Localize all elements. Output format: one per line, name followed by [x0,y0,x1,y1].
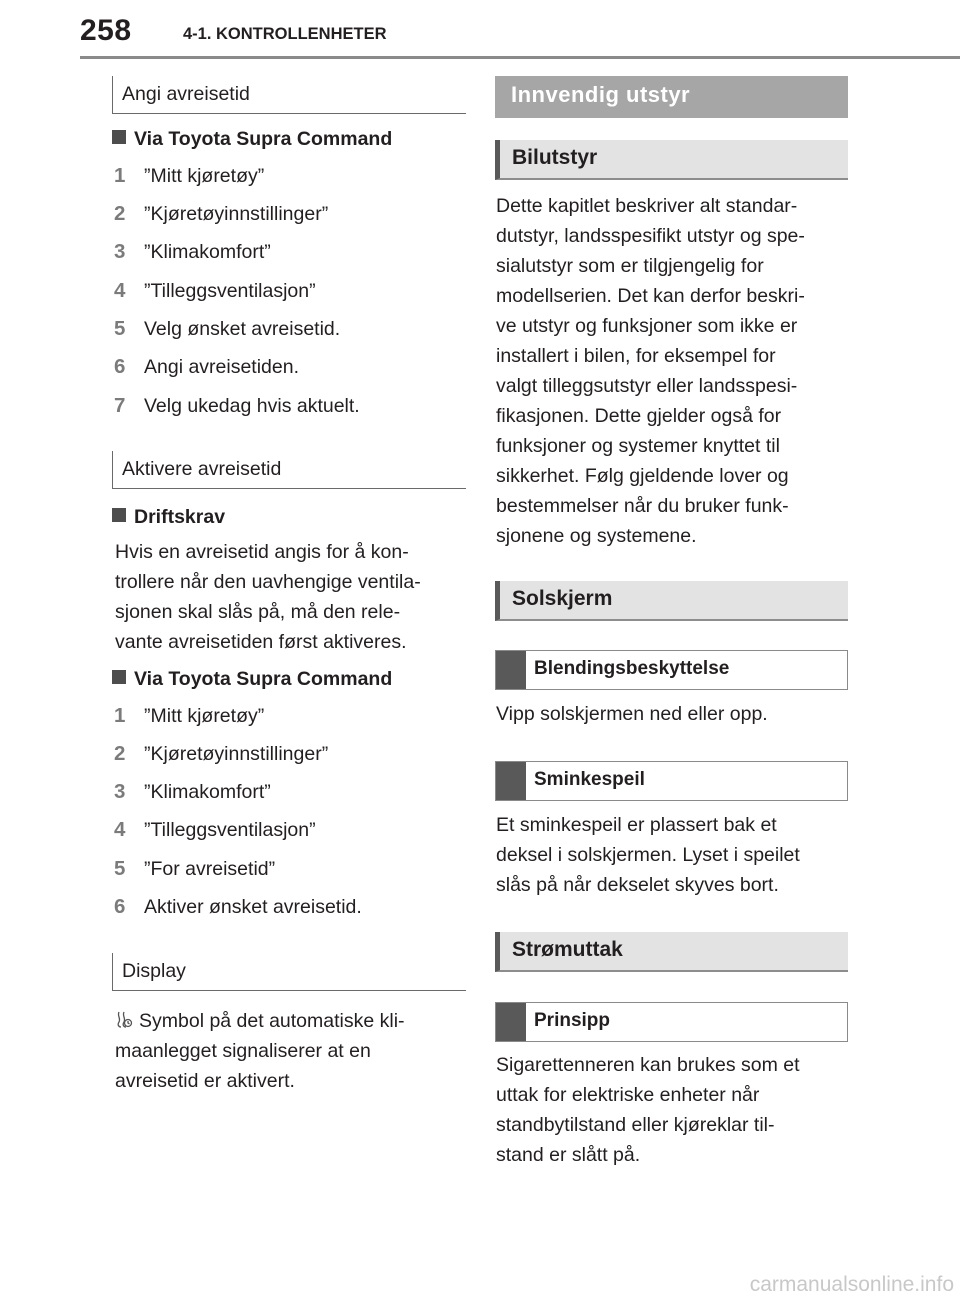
watermark: carmanualsonline.info [749,1273,954,1296]
heading-label: Aktivere avreisetid [122,458,282,480]
heading-display [112,953,466,991]
subheading-driftskrav [112,506,225,529]
heading-bilutstyr: Bilutstyr [495,140,848,180]
heading-label: Display [122,960,186,982]
subheading-label: Via Toyota Supra Command [134,668,393,690]
list-item: 4 ”Tilleggsventilasjon” [114,279,316,302]
heading-aktivere-avreisetid [112,451,466,489]
list-item: 6 Angi avreisetiden. [114,355,300,378]
square-bullet-icon [112,670,126,684]
list-item: 6 Aktiver ønsket avreisetid. [114,895,362,918]
subheading-blendingsbeskyttelse: Blendingsbeskyttelse [495,650,848,690]
subheading-label: Driftskrav [134,506,226,528]
list-item: 5 Velg ønsket avreisetid. [114,317,341,340]
blending-paragraph: Vipp solskjermen ned eller opp. [496,703,768,725]
list-item: 1 ”Mitt kjøretøy” [114,164,265,187]
departure-time-icon [115,1009,133,1029]
chapter-title: 4-1. KONTROLLENHETER [183,25,387,43]
section-title-innvendig-utstyr: Innvendig utstyr [495,76,848,118]
heading-label: Angi avreisetid [122,83,250,105]
square-bullet-icon [112,508,126,522]
list-item: 1 ”Mitt kjøretøy” [114,704,265,727]
subheading-prinsipp: Prinsipp [495,1002,848,1042]
heading-solskjerm: Solskjerm [495,581,848,621]
list-item: 3 ”Klimakomfort” [114,780,271,803]
page-number: 258 [80,14,132,47]
list-item: 2 ”Kjøretøyinnstillinger” [114,202,329,225]
list-item: 3 ”Klimakomfort” [114,240,271,263]
heading-angi-avreisetid [112,76,466,114]
prinsipp-paragraph: Sigarettenneren kan brukes som et uttak for elektriske enheter når standbytilstand eller kjøreklar til- stand er slått på. [496,1054,800,1166]
bilutstyr-paragraph: Dette kapitlet beskriver alt standar- dutstyr, landsspesifikt utstyr og spe- sialutstyr som er tilgjengelig for modellserien. Det kan derfor beskri- ve utstyr og funksjoner som ikke er installert i bilen, for eksempel for valgt tilleggsutstyr eller landsspesi- fikasjonen. Dette gjelder også for funksjoner og systemer knyttet til sikkerhet. Følg gjeldende lover og bestemmelser når du bruker funk- sjonene og systemene. [496,195,805,547]
driftskrav-paragraph: Hvis en avreisetid angis for å kon- trollere når den uavhengige ventila- sjonen skal slås på, må den rele- vante avreisetiden først aktiveres. [115,541,421,653]
subheading-label: Via Toyota Supra Command [134,128,393,150]
sminkespeil-paragraph: Et sminkespeil er plassert bak et deksel i solskjermen. Lyset i speilet slås på når dekselet skyves bort. [496,814,800,896]
subheading-via-supra-command-2 [112,668,392,691]
header-divider [80,56,960,59]
display-paragraph: Symbol på det automatiske kli- maanlegget signaliserer at en avreisetid er aktivert. [115,1010,405,1092]
list-item: 2 ”Kjøretøyinnstillinger” [114,742,329,765]
list-item: 4 ”Tilleggsventilasjon” [114,818,316,841]
square-bullet-icon [112,130,126,144]
list-item: 5 ”For avreisetid” [114,857,276,880]
list-item: 7 Velg ukedag hvis aktuelt. [114,394,360,417]
subheading-via-supra-command [112,128,392,151]
heading-stromuttak: Strømuttak [495,932,848,972]
subheading-sminkespeil: Sminkespeil [495,761,848,801]
